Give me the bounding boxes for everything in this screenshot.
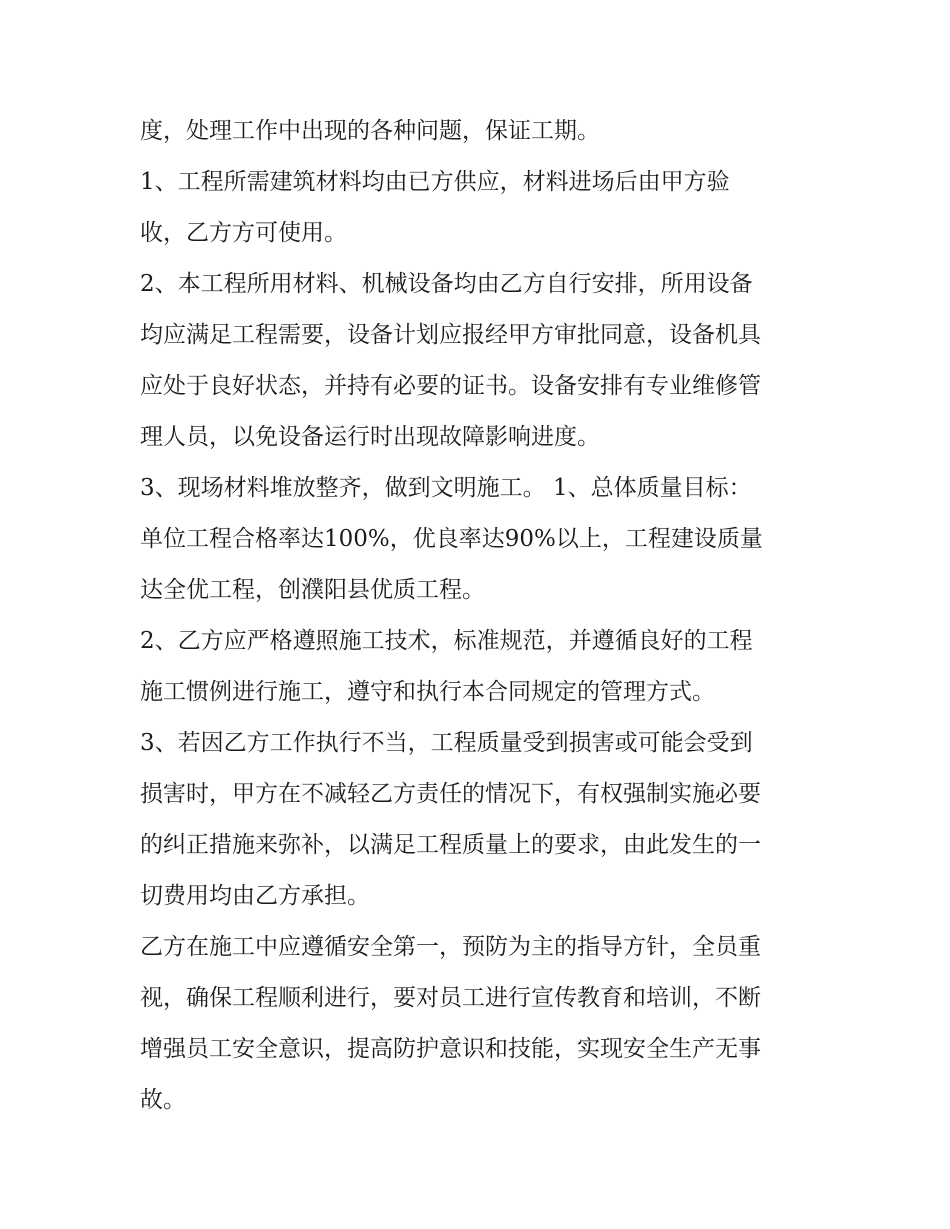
- text-line: 切费用均由乙方承担。: [140, 883, 370, 909]
- text-line: 3、若因乙方工作执行不当，工程质量受到损害或可能会受到: [140, 730, 753, 756]
- text-line: 故。: [140, 1087, 186, 1113]
- text-line: 应处于良好状态，并持有必要的证书。设备安排有专业维修管: [140, 373, 761, 399]
- text-line: 视，确保工程顺利进行，要对员工进行宣传教育和培训，不断: [140, 985, 761, 1011]
- text-line: 2、本工程所用材料、机械设备均由乙方自行安排，所用设备: [140, 271, 753, 297]
- text-line: 理人员，以免设备运行时出现故障影响进度。: [140, 424, 600, 450]
- text-line: 单位工程合格率达100%，优良率达90%以上，工程建设质量: [140, 526, 763, 552]
- text-line: 度，处理工作中出现的各种问题，保证工期。: [140, 118, 600, 144]
- text-line: 均应满足工程需要，设备计划应报经甲方审批同意，设备机具: [140, 322, 761, 348]
- body-text: [140, 106, 830, 1126]
- text-line: 3、现场材料堆放整齐，做到文明施工。 1、总体质量目标：: [140, 475, 752, 501]
- text-line: 1、工程所需建筑材料均由已方供应，材料进场后由甲方验: [140, 169, 730, 195]
- text-line: 施工惯例进行施工，遵守和执行本合同规定的管理方式。: [140, 679, 715, 705]
- text-line: 2、乙方应严格遵照施工技术，标准规范，并遵循良好的工程: [140, 628, 753, 654]
- text-line: 收，乙方方可使用。: [140, 220, 347, 246]
- text-line: 增强员工安全意识，提高防护意识和技能，实现安全生产无事: [140, 1036, 761, 1062]
- text-line: 损害时，甲方在不减轻乙方责任的情况下，有权强制实施必要: [140, 781, 761, 807]
- text-line: 乙方在施工中应遵循安全第一，预防为主的指导方针，全员重: [140, 934, 761, 960]
- text-line: 达全优工程，创濮阳县优质工程。: [140, 577, 485, 603]
- text-line: 的纠正措施来弥补，以满足工程质量上的要求，由此发生的一: [140, 832, 761, 858]
